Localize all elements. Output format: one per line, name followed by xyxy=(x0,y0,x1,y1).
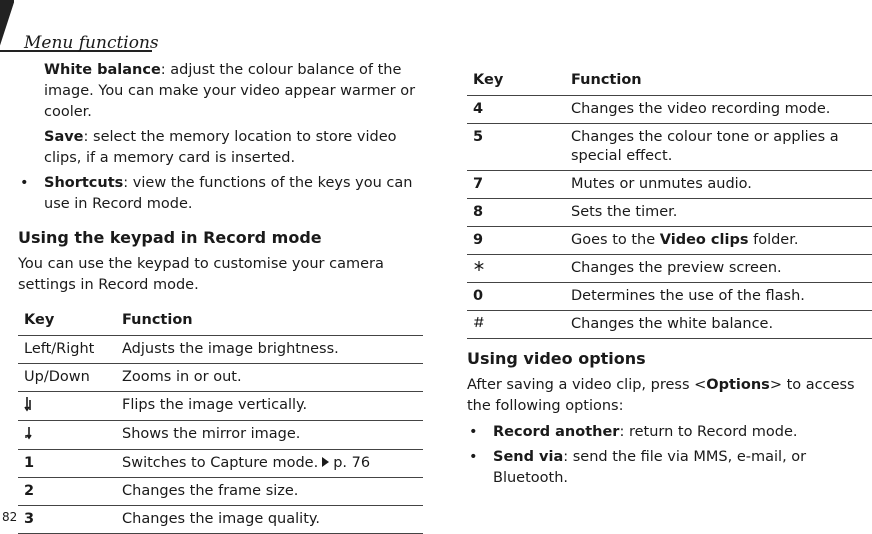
key-cell: 1 xyxy=(18,450,116,478)
intro-text: After saving a video clip, press < xyxy=(467,377,707,393)
page-title: Menu functions xyxy=(24,33,159,53)
key-cell: Up/Down xyxy=(18,364,116,392)
record-keys-table-right xyxy=(467,66,872,339)
table-row xyxy=(467,124,872,171)
key-cell: 9 xyxy=(467,227,565,255)
function-cell: Zooms in or out. xyxy=(116,364,423,392)
col-header-key: Key xyxy=(467,66,565,96)
function-text: Switches to Capture mode. xyxy=(122,455,319,471)
page-reference: p. 76 xyxy=(333,455,371,471)
table-row xyxy=(467,227,872,255)
option-text: : send the file via MMS, e-mail, or Bluetooth. xyxy=(493,449,807,486)
table-row xyxy=(467,255,872,283)
volume-down-key-icon xyxy=(24,425,34,441)
key-cell xyxy=(467,311,565,339)
key-cell: 3 xyxy=(18,506,116,534)
function-cell: Mutes or unmutes audio. xyxy=(565,171,872,199)
star-key-icon xyxy=(473,260,485,272)
key-cell xyxy=(467,255,565,283)
record-keys-table-left xyxy=(18,306,423,534)
function-cell: Changes the video recording mode. xyxy=(565,96,872,124)
table-row xyxy=(467,283,872,311)
function-cell: Flips the image vertically. xyxy=(116,392,423,421)
function-cell: Determines the use of the flash. xyxy=(565,283,872,311)
save-term: Save xyxy=(44,129,84,145)
table-row xyxy=(18,364,423,392)
table-row xyxy=(18,506,423,534)
key-cell xyxy=(18,421,116,450)
col-header-function: Function xyxy=(565,66,872,96)
option-text: : return to Record mode. xyxy=(619,424,798,440)
folder-name: Video clips xyxy=(659,232,749,248)
save-item xyxy=(18,127,423,169)
function-cell xyxy=(116,450,423,478)
save-text: : select the memory location to store video clips, if a memory card is inserted. xyxy=(44,129,397,166)
intro-text-suffix: > to access the following options: xyxy=(467,377,855,414)
table-row xyxy=(18,392,423,421)
key-cell: 0 xyxy=(467,283,565,311)
function-cell: Adjusts the image brightness. xyxy=(116,336,423,364)
bullet: • xyxy=(469,449,478,465)
bullet: • xyxy=(469,424,478,440)
shortcuts-text: : view the functions of the keys you can use in Record mode. xyxy=(44,175,413,212)
option-term: Record another xyxy=(493,424,620,440)
table-row xyxy=(467,199,872,227)
key-cell: 5 xyxy=(467,124,565,171)
key-cell: 2 xyxy=(18,478,116,506)
function-cell: Changes the preview screen. xyxy=(565,255,872,283)
function-cell xyxy=(565,227,872,255)
shortcuts-item xyxy=(18,173,423,215)
bullet: • xyxy=(20,175,29,191)
left-column xyxy=(18,60,423,534)
table-header-row xyxy=(18,306,423,336)
video-options-heading: Using video options xyxy=(467,349,646,368)
keypad-heading: Using the keypad in Record mode xyxy=(18,228,322,247)
keypad-intro: You can use the keypad to customise your camera settings in Record mode. xyxy=(18,256,384,293)
hash-key-icon xyxy=(473,316,485,328)
page-reference-arrow-icon xyxy=(322,457,329,467)
volume-up-key-icon xyxy=(24,396,34,412)
key-cell: Left/Right xyxy=(18,336,116,364)
table-row xyxy=(467,311,872,339)
send-via-item xyxy=(467,447,872,489)
key-cell: 7 xyxy=(467,171,565,199)
function-cell: Changes the white balance. xyxy=(565,311,872,339)
function-cell: Sets the timer. xyxy=(565,199,872,227)
key-cell: 4 xyxy=(467,96,565,124)
function-cell: Shows the mirror image. xyxy=(116,421,423,450)
table-row xyxy=(18,421,423,450)
page-number: 82 xyxy=(2,510,18,524)
col-header-key: Key xyxy=(18,306,116,336)
function-cell: Changes the image quality. xyxy=(116,506,423,534)
function-text-suffix: folder. xyxy=(748,232,799,248)
record-another-item xyxy=(467,422,872,443)
function-text: Goes to the xyxy=(571,232,660,248)
function-cell: Changes the frame size. xyxy=(116,478,423,506)
video-options-intro xyxy=(467,375,872,417)
table-header-row xyxy=(467,66,872,96)
table-row xyxy=(18,450,423,478)
right-column xyxy=(467,60,872,489)
options-softkey-label: Options xyxy=(706,377,770,393)
white-balance-item xyxy=(18,60,423,123)
white-balance-text: : adjust the colour balance of the image. You can make your video appear warmer or cooler. xyxy=(44,62,416,120)
shortcuts-term: Shortcuts xyxy=(44,175,124,191)
col-header-function: Function xyxy=(116,306,423,336)
option-term: Send via xyxy=(493,449,564,465)
table-row xyxy=(467,96,872,124)
table-row xyxy=(18,478,423,506)
function-cell: Changes the colour tone or applies a special effect. xyxy=(565,124,872,171)
table-row xyxy=(467,171,872,199)
key-cell xyxy=(18,392,116,421)
key-cell: 8 xyxy=(467,199,565,227)
table-row xyxy=(18,336,423,364)
white-balance-term: White balance xyxy=(44,62,161,78)
